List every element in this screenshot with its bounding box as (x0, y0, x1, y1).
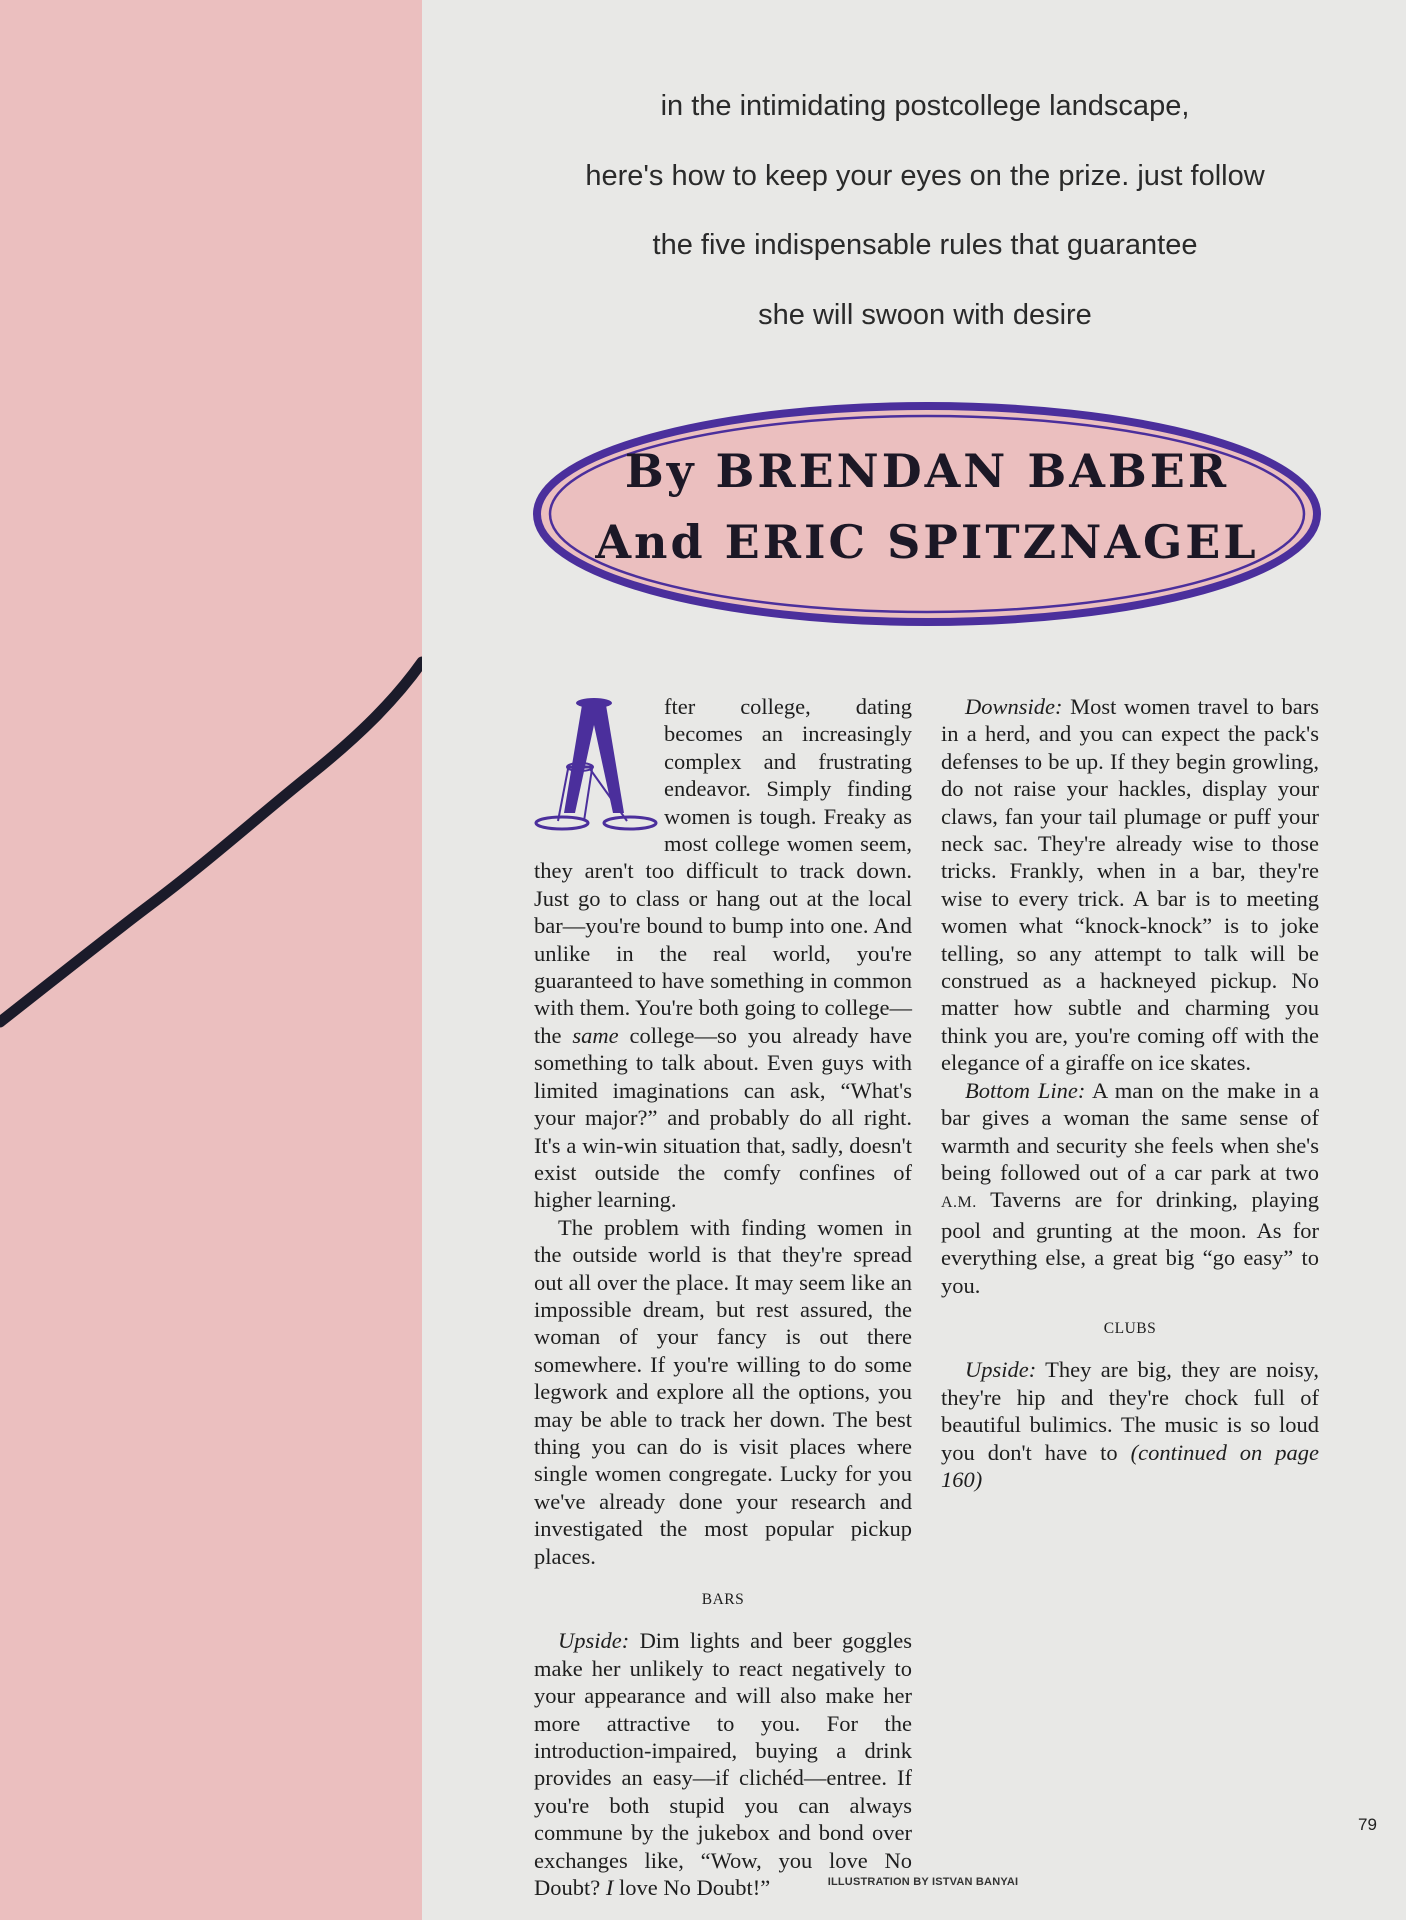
paragraph-bars-upside (534, 1627, 912, 1901)
paragraph-bars-bottom-line (941, 1077, 1319, 1299)
label-bottom-line: Bottom Line: (965, 1077, 1086, 1103)
clubs-upside-text: They are big, they are noisy, they're hip and they're chock full of beautiful bulimics. The music is so loud you don't have to (941, 1357, 1319, 1465)
page-number: 79 (1358, 1815, 1377, 1834)
byline-line-1: By BRENDAN BABER (624, 444, 1230, 498)
label-upside: Upside: (558, 1628, 630, 1654)
byline-line-2: And ERIC SPITZNAGEL (595, 515, 1259, 569)
paragraph-bars-downside (941, 693, 1319, 1077)
bars-downside-text: Most women travel to bars in a herd, and you can expect the pack's defenses to be up. If they begin growling, do not raise your hackles, display your claws, fan your tail plumage or puff your neck sac. They're already wise to those tricks. Frankly, when in a bar, they're wise to every trick. A bar is to meeting women what “knock-knock” is to joke telling, so any attempt to talk will be construed as a hackneyed pickup. No matter how subtle and charming you think you are, you're coming off with the elegance of a giraffe on ice skates. (941, 694, 1319, 1076)
illustration-diagonal-line (0, 0, 430, 1040)
label-upside-clubs: Upside: (965, 1357, 1037, 1383)
continued-jump-line: (continued on page 160) (941, 1439, 1319, 1492)
dropcap-a-icon (532, 695, 660, 837)
paragraph-problem: The problem with finding women in the outside world is that they're spread out all over the place. It may seem like an impossible dream, but rest assured, the woman of your fancy is out there somewhere. If you're willing to do some legwork and explore all the options, you may be able to track her down. The best thing you can do is visit places where single women congregate. Lucky for you we've already done your research and investigated the most popular pickup places. (534, 1214, 912, 1569)
paragraph-intro-text: fter college, dating becomes an increasingly complex and frustrating endeavor. Simply finding women is tough. Freaky as most college women seem, they aren't too difficult to track down. Just go to class or hang out at the local bar—you're bound to bump into one. And unlike in the real world, you're guaranteed to have something in common with them. You're both going to college—the (534, 694, 912, 1048)
deck-line-4: she will swoon with desire (758, 299, 1092, 331)
bars-bottom-end: Taverns are for drinking, playing pool and grunting at the moon. As for everything else, a great big “go easy” to you. (941, 1187, 1319, 1298)
section-heading-clubs: CLUBS (1103, 1319, 1157, 1337)
byline-oval (532, 398, 1322, 630)
article-column-left (534, 693, 912, 1901)
label-downside: Downside: (965, 694, 1063, 719)
emphasis-i: I (605, 1875, 614, 1901)
emphasis-same: same (572, 1022, 619, 1048)
illustration-credit: ILLUSTRATION BY ISTVAN BANYAI (827, 1876, 1019, 1888)
article-column-right (941, 693, 1319, 1493)
paragraph-intro-end: college—so you already have something to talk about. Even guys with limited imaginations can ask, “What's your major?” and probably do all right. It's a win-win situation that, sadly, doesn't exist outside the comfy confines of higher learning. (534, 1022, 913, 1213)
deck-line-2: here's how to keep your eyes on the prize. just follow (585, 160, 1265, 192)
paragraph-clubs-upside (941, 1356, 1319, 1493)
deck-line-3: the five indispensable rules that guarantee (652, 229, 1198, 261)
time-am: A.M. (941, 1194, 977, 1212)
deck-line-1: in the intimidating postcollege landscape, (660, 90, 1190, 122)
bars-upside-text: Dim lights and beer goggles make her unlikely to react negatively to your appearance and will also make her more attractive to you. For the introduction-impaired, buying a drink provides an easy—if clichéd—entree. If you're both stupid you can always commune by the jukebox and bond over exchanges like, “Wow, you love No Doubt? (534, 1628, 912, 1901)
paragraph-intro (534, 693, 912, 1214)
section-heading-bars: BARS (701, 1591, 745, 1608)
bars-bottom-text: A man on the make in a bar gives a woman the same sense of warmth and security she feels when she's being followed out of a car park at two (941, 1077, 1319, 1185)
bars-upside-end: love No Doubt!” (619, 1875, 771, 1901)
